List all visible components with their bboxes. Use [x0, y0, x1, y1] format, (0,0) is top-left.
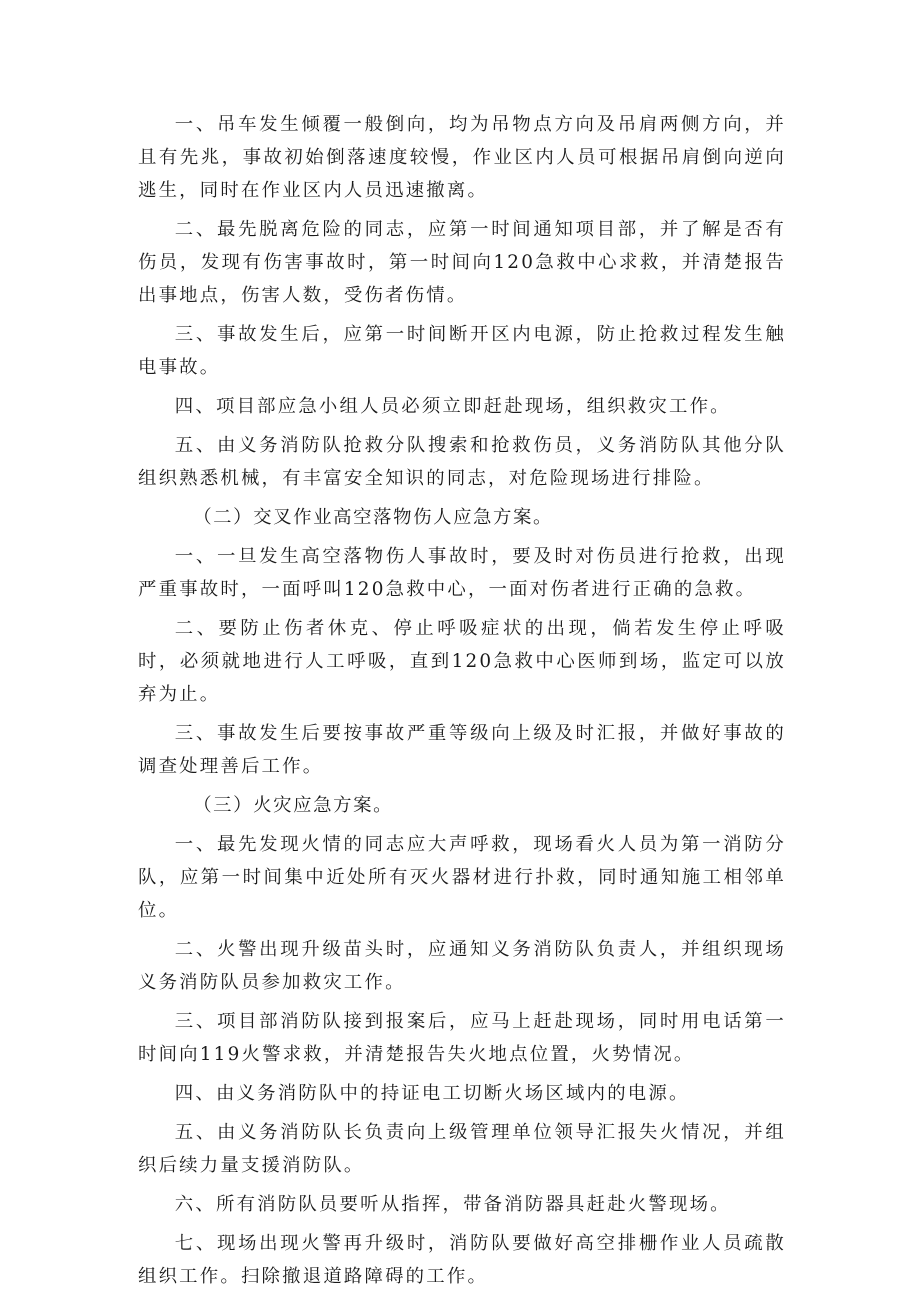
paragraph-3-5: 五、由义务消防队长负责向上级管理单位领导汇报失火情况，并组织后续力量支援消防队。 — [138, 1122, 786, 1176]
document-body — [138, 108, 786, 1299]
paragraph-3-2: 二、火警出现升级苗头时，应通知义务消防队负责人，并组织现场义务消防队员参加救灾工作。 — [138, 939, 786, 993]
paragraph-2-1: 一、一旦发生高空落物伤人事故时，要及时对伤员进行抢救，出现严重事故时，一面呼叫120急救中心，一面对伤者进行正确的急救。 — [138, 546, 786, 600]
paragraph-1-4: 四、项目部应急小组人员必须立即赶赴现场，组织救灾工作。 — [174, 396, 731, 417]
section-heading-2: （二）交叉作业高空落物伤人应急方案。 — [193, 507, 554, 528]
section-heading-3: （三）火灾应急方案。 — [193, 795, 394, 816]
paragraph-3-4: 四、由义务消防队中的持证电工切断火场区域内的电源。 — [174, 1083, 690, 1104]
paragraph-2-3: 三、事故发生后要按事故严重等级向上级及时汇报，并做好事故的调查处理善后工作。 — [138, 723, 786, 777]
paragraph-2-2: 二、要防止伤者休克、停止呼吸症状的出现，倘若发生停止呼吸时，必须就地进行人工呼吸，直到120急救中心医师到场，监定可以放弃为止。 — [138, 618, 786, 705]
paragraph-1-2: 二、最先脱离危险的同志，应第一时间通知项目部，并了解是否有伤员，发现有伤害事故时，第一时间向120急救中心求救，并清楚报告出事地点，伤害人数，受伤者伤情。 — [138, 219, 786, 306]
paragraph-1-3: 三、事故发生后，应第一时间断开区内电源，防止抢救过程发生触电事故。 — [138, 324, 786, 378]
paragraph-1-1: 一、吊车发生倾覆一般倒向，均为吊物点方向及吊肩两侧方向，并且有先兆，事故初始倒落速度较慢，作业区内人员可根据吊肩倒向逆向逃生，同时在作业区内人员迅速撤离。 — [138, 114, 786, 201]
paragraph-3-6: 六、所有消防队员要听从指挥，带备消防器具赶赴火警现场。 — [174, 1194, 731, 1215]
paragraph-1-5: 五、由义务消防队抢救分队搜索和抢救伤员，义务消防队其他分队组织熟悉机械，有丰富安全知识的同志，对危险现场进行排险。 — [138, 435, 786, 489]
paragraph-3-3: 三、项目部消防队接到报案后，应马上赶赴现场，同时用电话第一时间向119火警求救，并清楚报告失火地点位置，火势情况。 — [138, 1011, 786, 1065]
paragraph-3-1: 一、最先发现火情的同志应大声呼救，现场看火人员为第一消防分队，应第一时间集中近处所有灭火器材进行扑救，同时通知施工相邻单位。 — [138, 834, 786, 921]
paragraph-3-7: 七、现场出现火警再升级时，消防队要做好高空排栅作业人员疏散组织工作。扫除撤退道路障碍的工作。 — [138, 1233, 786, 1287]
